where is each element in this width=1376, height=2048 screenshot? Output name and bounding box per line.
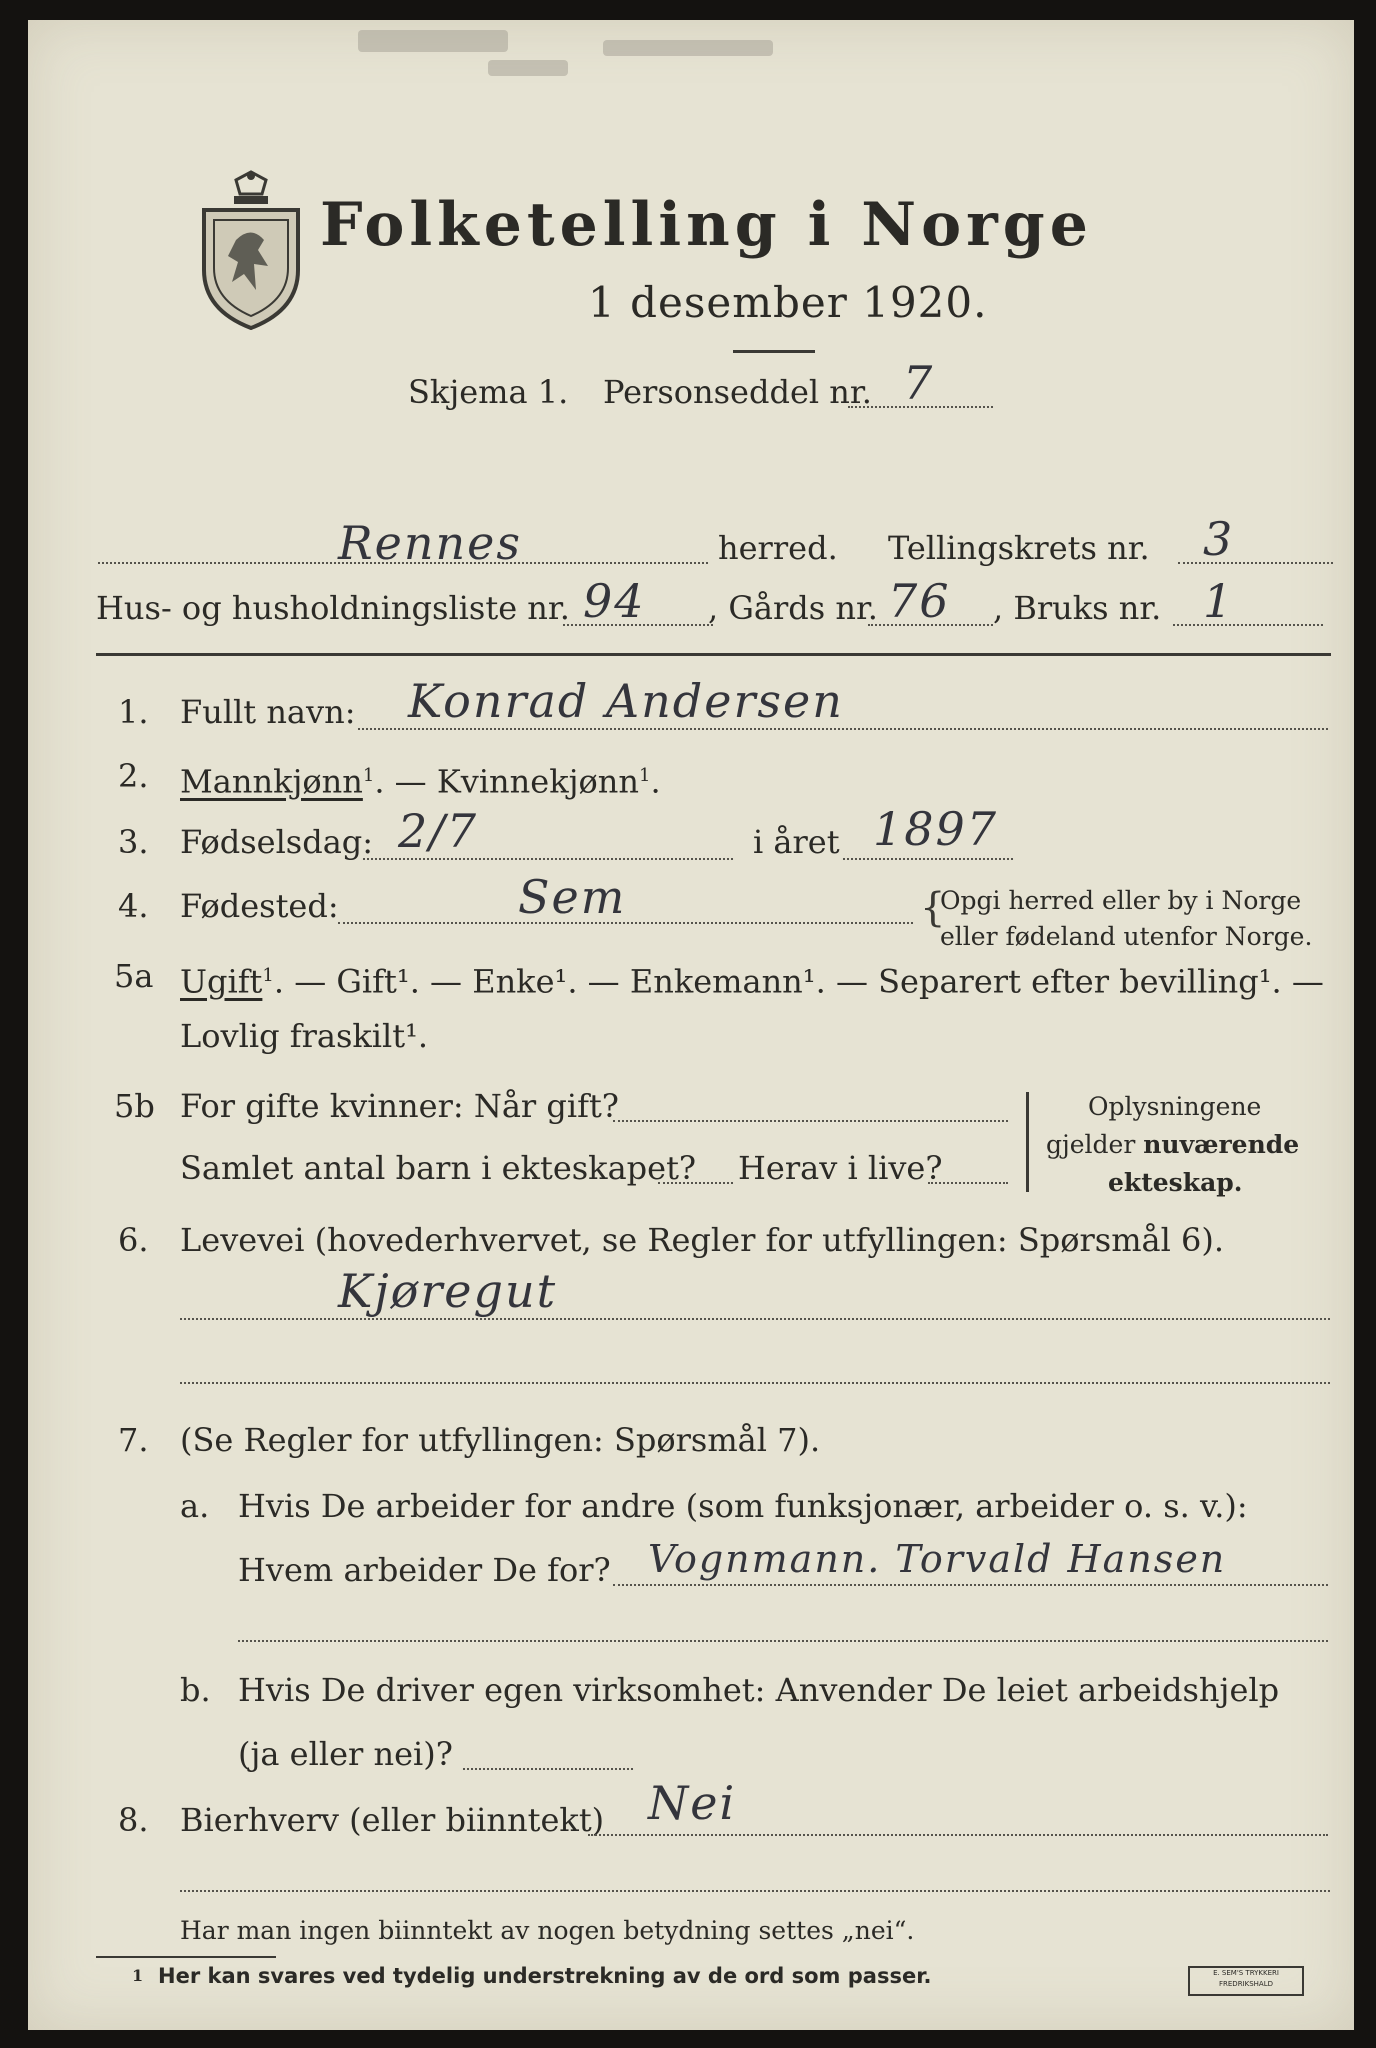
- herred-label: herred.: [718, 529, 838, 567]
- footnote-ref: 1: [362, 765, 375, 786]
- header-divider: [96, 653, 1331, 656]
- q5a-number: 5a: [114, 957, 154, 995]
- footnote-mark: 1: [132, 1966, 144, 1985]
- herred-value[interactable]: Rennes: [338, 516, 522, 570]
- q8-line-2: [180, 1890, 1330, 1892]
- side-income-value[interactable]: Nei: [648, 1776, 737, 1830]
- q6-label: Levevei (hovederhvervet, se Regler for utfyllingen: Spørsmål 6).: [180, 1221, 1225, 1259]
- gards-label: , Gårds nr.: [708, 589, 878, 627]
- q7a-letter: a.: [180, 1487, 210, 1525]
- birthyear-value[interactable]: 1897: [873, 802, 999, 856]
- q1-number: 1.: [118, 693, 149, 731]
- q3-year-line: [843, 858, 1013, 860]
- coat-of-arms-icon: [196, 170, 306, 330]
- husliste-label: Hus- og husholdningsliste nr.: [96, 589, 570, 627]
- q7a-line-2: [238, 1640, 1328, 1642]
- q5b-brace: [1026, 1092, 1033, 1192]
- q5b-note-2: [1046, 1128, 1299, 1162]
- q6-line-1: [180, 1318, 1330, 1320]
- tellingskrets-label: Tellingskrets nr.: [888, 529, 1150, 567]
- footnote-divider: [96, 1956, 276, 1958]
- option-ugift[interactable]: Ugift: [180, 962, 263, 1001]
- q2-separator: . —: [374, 762, 427, 801]
- gards-value[interactable]: 76: [888, 574, 951, 628]
- q5b-note-1: Oplysningene: [1088, 1092, 1262, 1121]
- q8-line: [588, 1834, 1328, 1836]
- census-form: [28, 20, 1354, 2030]
- footnote-ref: 1: [639, 765, 651, 786]
- full-name-value[interactable]: Konrad Andersen: [408, 674, 844, 728]
- q5b-alive-line: [928, 1182, 1008, 1184]
- birthdate-value[interactable]: 2/7: [398, 804, 479, 858]
- q2-gender-options: [180, 756, 661, 802]
- smudge: [488, 60, 568, 76]
- q4-brace: {: [920, 885, 946, 931]
- title-divider: [733, 350, 815, 353]
- personseddel-label: Personseddel nr.: [603, 373, 872, 411]
- q7a-line: [613, 1584, 1328, 1586]
- q7b-letter: b.: [180, 1671, 211, 1709]
- q3-year-label: i året: [753, 823, 840, 861]
- q8-number: 8.: [118, 1801, 149, 1839]
- bruks-line: [1173, 624, 1323, 626]
- q4-note-1: Opgi herred eller by i Norge: [940, 886, 1302, 915]
- census-date: 1 desember 1920.: [588, 278, 988, 327]
- q6-number: 6.: [118, 1221, 149, 1259]
- q5a-other-options[interactable]: . — Gift¹. — Enke¹. — Enkemann¹. — Separert efter bevilling¹. —: [273, 962, 1324, 1001]
- q8-label: Bierhverv (eller biinntekt): [180, 1801, 605, 1839]
- smudge: [603, 40, 773, 56]
- q5a-marital-options: [180, 956, 1324, 1002]
- q6-line-2: [180, 1382, 1330, 1384]
- bruks-label: , Bruks nr.: [993, 589, 1162, 627]
- q7-label: (Se Regler for utfyllingen: Spørsmål 7).: [180, 1421, 821, 1459]
- q7a-text: Hvis De arbeider for andre (som funksjonær, arbeider o. s. v.):: [238, 1487, 1248, 1525]
- q3-label: Fødselsdag:: [180, 823, 374, 861]
- option-female[interactable]: Kvinnekjønn: [436, 762, 639, 801]
- q5b-note-2b: nuværende: [1143, 1130, 1300, 1159]
- q3-number: 3.: [118, 823, 149, 861]
- q5b-label-2: Samlet antal barn i ekteskapet?: [180, 1149, 697, 1187]
- q5b-number: 5b: [114, 1087, 155, 1125]
- q5b-label-3: Herav i live?: [738, 1149, 943, 1187]
- occupation-value[interactable]: Kjøregut: [338, 1264, 558, 1318]
- personseddel-value[interactable]: 7: [903, 356, 935, 410]
- q1-label: Fullt navn:: [180, 693, 356, 731]
- q4-label: Fødested:: [180, 887, 339, 925]
- q5b-children-line: [658, 1182, 733, 1184]
- q5b-married-line: [613, 1120, 1008, 1122]
- footer-note: Har man ingen biinntekt av nogen betydning settes „nei“.: [180, 1916, 915, 1945]
- q5b-label-1: For gifte kvinner: Når gift?: [180, 1087, 619, 1125]
- q7b-line: [463, 1768, 633, 1770]
- q5b-note-2a: gjelder: [1046, 1130, 1144, 1159]
- tellingskrets-line: [1178, 562, 1333, 564]
- option-lovlig-fraskilt[interactable]: Lovlig fraskilt¹.: [180, 1017, 429, 1055]
- footnote-ref: 1: [262, 965, 274, 986]
- q2-number: 2.: [118, 757, 149, 795]
- printer-stamp: E. SEM'S TRYKKERI FREDRIKSHALD: [1188, 1966, 1304, 1996]
- q3-date-line: [363, 858, 733, 860]
- q4-note-2: eller fødeland utenfor Norge.: [940, 922, 1313, 951]
- husliste-value[interactable]: 94: [583, 574, 646, 628]
- footnote-text: Her kan svares ved tydelig understrekning av de ord som passer.: [158, 1964, 932, 1988]
- q5b-note-3: ekteskap.: [1108, 1168, 1243, 1197]
- q7b-text: Hvis De driver egen virksomhet: Anvender De leiet arbeidshjelp: [238, 1671, 1280, 1709]
- q4-number: 4.: [118, 887, 149, 925]
- tellingskrets-value[interactable]: 3: [1203, 512, 1235, 566]
- q7-number: 7.: [118, 1421, 149, 1459]
- smudge: [358, 30, 508, 52]
- bruks-value[interactable]: 1: [1203, 574, 1235, 628]
- option-male[interactable]: Mannkjønn: [180, 762, 363, 801]
- schema-label: Skjema 1.: [408, 373, 569, 411]
- q7b-question: (ja eller nei)?: [238, 1735, 453, 1773]
- form-title: Folketelling i Norge: [320, 190, 1093, 260]
- q7a-question: Hvem arbeider De for?: [238, 1551, 611, 1589]
- q2-end: .: [650, 762, 661, 801]
- employer-value[interactable]: Vognmann. Torvald Hansen: [648, 1537, 1227, 1581]
- birthplace-value[interactable]: Sem: [518, 870, 627, 924]
- q1-line: [358, 728, 1328, 730]
